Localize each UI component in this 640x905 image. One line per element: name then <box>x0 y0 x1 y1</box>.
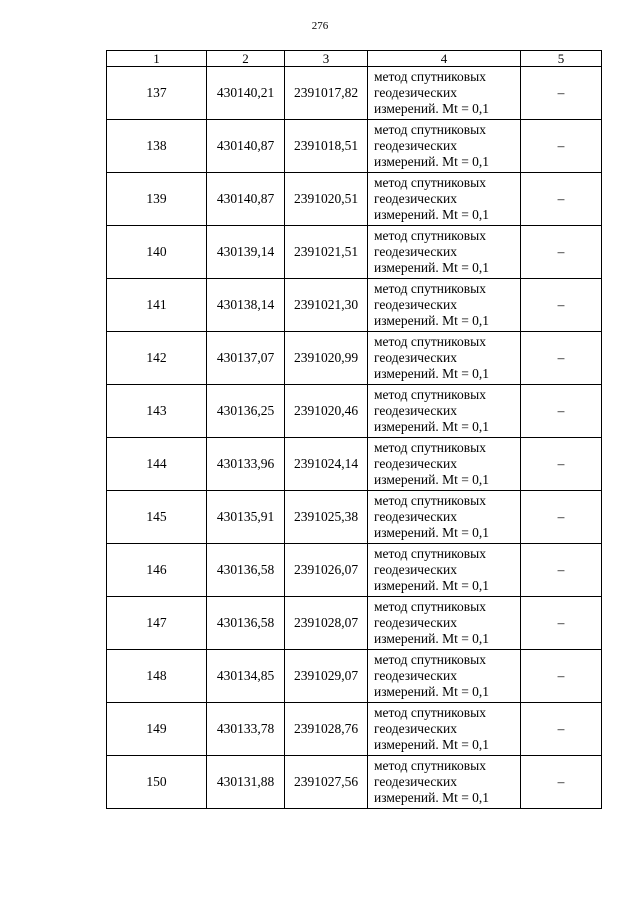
x-coordinate-cell: 430140,87 <box>207 120 285 173</box>
method-line: измерений. Mt = 0,1 <box>374 366 490 381</box>
note-cell: – <box>521 332 602 385</box>
table-row <box>107 385 602 438</box>
method-cell <box>368 385 521 438</box>
header-col-5: 5 <box>521 51 602 67</box>
y-coordinate-cell: 2391029,07 <box>285 650 368 703</box>
method-line: метод спутниковых <box>374 122 486 137</box>
method-line: метод спутниковых <box>374 758 486 773</box>
table-row <box>107 703 602 756</box>
method-line: метод спутниковых <box>374 387 486 402</box>
method-cell <box>368 438 521 491</box>
x-coordinate-cell: 430137,07 <box>207 332 285 385</box>
y-coordinate-cell: 2391020,51 <box>285 173 368 226</box>
table-row <box>107 120 602 173</box>
note-cell: – <box>521 438 602 491</box>
method-line: геодезических <box>374 721 457 736</box>
y-coordinate-cell: 2391028,76 <box>285 703 368 756</box>
method-line: измерений. Mt = 0,1 <box>374 684 490 699</box>
y-coordinate-cell: 2391026,07 <box>285 544 368 597</box>
method-line: геодезических <box>374 615 457 630</box>
method-cell <box>368 491 521 544</box>
header-col-4: 4 <box>368 51 521 67</box>
method-line: геодезических <box>374 403 457 418</box>
note-cell: – <box>521 650 602 703</box>
y-coordinate-cell: 2391024,14 <box>285 438 368 491</box>
note-cell: – <box>521 173 602 226</box>
method-line: метод спутниковых <box>374 652 486 667</box>
method-cell <box>368 279 521 332</box>
method-line: геодезических <box>374 774 457 789</box>
method-line: геодезических <box>374 668 457 683</box>
method-cell <box>368 67 521 120</box>
point-number-cell: 149 <box>107 703 207 756</box>
point-number-cell: 146 <box>107 544 207 597</box>
note-cell: – <box>521 120 602 173</box>
table-row <box>107 67 602 120</box>
y-coordinate-cell: 2391025,38 <box>285 491 368 544</box>
y-coordinate-cell: 2391018,51 <box>285 120 368 173</box>
x-coordinate-cell: 430139,14 <box>207 226 285 279</box>
y-coordinate-cell: 2391021,51 <box>285 226 368 279</box>
x-coordinate-cell: 430140,87 <box>207 173 285 226</box>
method-line: измерений. Mt = 0,1 <box>374 578 490 593</box>
point-number-cell: 139 <box>107 173 207 226</box>
method-line: геодезических <box>374 297 457 312</box>
table-row <box>107 438 602 491</box>
method-cell <box>368 650 521 703</box>
method-line: метод спутниковых <box>374 175 486 190</box>
page-number: 276 <box>311 20 329 32</box>
y-coordinate-cell: 2391020,99 <box>285 332 368 385</box>
note-cell: – <box>521 756 602 809</box>
table-row <box>107 544 602 597</box>
note-cell: – <box>521 703 602 756</box>
method-line: измерений. Mt = 0,1 <box>374 525 490 540</box>
point-number-cell: 145 <box>107 491 207 544</box>
method-line: измерений. Mt = 0,1 <box>374 154 490 169</box>
point-number-cell: 137 <box>107 67 207 120</box>
note-cell: – <box>521 279 602 332</box>
method-line: геодезических <box>374 191 457 206</box>
method-line: измерений. Mt = 0,1 <box>374 419 490 434</box>
x-coordinate-cell: 430138,14 <box>207 279 285 332</box>
x-coordinate-cell: 430133,96 <box>207 438 285 491</box>
method-line: метод спутниковых <box>374 69 486 84</box>
header-row <box>107 51 602 67</box>
y-coordinate-cell: 2391021,30 <box>285 279 368 332</box>
point-number-cell: 147 <box>107 597 207 650</box>
point-number-cell: 150 <box>107 756 207 809</box>
method-line: геодезических <box>374 456 457 471</box>
method-cell <box>368 544 521 597</box>
x-coordinate-cell: 430136,58 <box>207 544 285 597</box>
header-col-3: 3 <box>285 51 368 67</box>
table-row <box>107 756 602 809</box>
x-coordinate-cell: 430135,91 <box>207 491 285 544</box>
method-line: геодезических <box>374 350 457 365</box>
x-coordinate-cell: 430131,88 <box>207 756 285 809</box>
method-line: метод спутниковых <box>374 440 486 455</box>
coordinates-table <box>106 50 602 809</box>
method-line: метод спутниковых <box>374 546 486 561</box>
x-coordinate-cell: 430136,25 <box>207 385 285 438</box>
x-coordinate-cell: 430140,21 <box>207 67 285 120</box>
note-cell: – <box>521 491 602 544</box>
method-cell <box>368 756 521 809</box>
header-col-2: 2 <box>207 51 285 67</box>
point-number-cell: 142 <box>107 332 207 385</box>
method-line: геодезических <box>374 244 457 259</box>
table-body <box>107 67 602 809</box>
method-cell <box>368 597 521 650</box>
point-number-cell: 143 <box>107 385 207 438</box>
method-line: геодезических <box>374 562 457 577</box>
method-line: геодезических <box>374 509 457 524</box>
method-line: метод спутниковых <box>374 599 486 614</box>
point-number-cell: 144 <box>107 438 207 491</box>
table-row <box>107 226 602 279</box>
x-coordinate-cell: 430133,78 <box>207 703 285 756</box>
table-header <box>107 51 602 67</box>
note-cell: – <box>521 544 602 597</box>
method-cell <box>368 120 521 173</box>
table-row <box>107 279 602 332</box>
note-cell: – <box>521 597 602 650</box>
method-line: метод спутниковых <box>374 228 486 243</box>
method-line: измерений. Mt = 0,1 <box>374 790 490 805</box>
method-cell <box>368 226 521 279</box>
method-line: метод спутниковых <box>374 705 486 720</box>
method-line: измерений. Mt = 0,1 <box>374 313 490 328</box>
y-coordinate-cell: 2391017,82 <box>285 67 368 120</box>
method-line: измерений. Mt = 0,1 <box>374 101 490 116</box>
point-number-cell: 140 <box>107 226 207 279</box>
y-coordinate-cell: 2391020,46 <box>285 385 368 438</box>
point-number-cell: 138 <box>107 120 207 173</box>
point-number-cell: 141 <box>107 279 207 332</box>
table-row <box>107 597 602 650</box>
x-coordinate-cell: 430136,58 <box>207 597 285 650</box>
method-line: измерений. Mt = 0,1 <box>374 737 490 752</box>
table-row <box>107 491 602 544</box>
x-coordinate-cell: 430134,85 <box>207 650 285 703</box>
table-row <box>107 332 602 385</box>
table-row <box>107 173 602 226</box>
y-coordinate-cell: 2391028,07 <box>285 597 368 650</box>
method-line: геодезических <box>374 85 457 100</box>
method-line: метод спутниковых <box>374 493 486 508</box>
note-cell: – <box>521 385 602 438</box>
note-cell: – <box>521 67 602 120</box>
table-row <box>107 650 602 703</box>
note-cell: – <box>521 226 602 279</box>
method-line: геодезических <box>374 138 457 153</box>
point-number-cell: 148 <box>107 650 207 703</box>
method-line: измерений. Mt = 0,1 <box>374 207 490 222</box>
method-line: метод спутниковых <box>374 334 486 349</box>
method-cell <box>368 703 521 756</box>
method-line: измерений. Mt = 0,1 <box>374 631 490 646</box>
y-coordinate-cell: 2391027,56 <box>285 756 368 809</box>
header-col-1: 1 <box>107 51 207 67</box>
method-line: измерений. Mt = 0,1 <box>374 260 490 275</box>
method-line: измерений. Mt = 0,1 <box>374 472 490 487</box>
method-cell <box>368 332 521 385</box>
method-line: метод спутниковых <box>374 281 486 296</box>
method-cell <box>368 173 521 226</box>
